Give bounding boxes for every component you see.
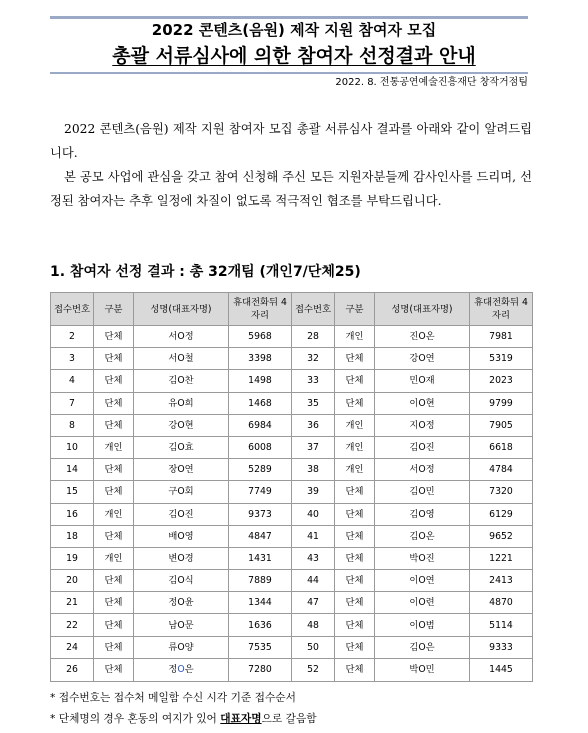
table-cell: 서O정 [134,326,229,348]
table-cell: 50 [292,636,335,658]
table-cell: 38 [292,459,335,481]
table-row [51,592,533,614]
table-cell: 남O문 [134,614,229,636]
table-cell: 강O현 [134,414,229,436]
table-cell: 단체 [94,370,134,392]
table-cell: 민O재 [375,370,470,392]
table-cell: 단체 [94,592,134,614]
table-cell: 김O진 [134,503,229,525]
subtitle-text: 총괄 서류심사에 의한 참여자 선정결과 안내 [112,45,476,67]
table-cell: 단체 [94,459,134,481]
table-row [51,658,533,681]
table-row [51,614,533,636]
table-cell: 단체 [94,658,134,681]
footnote-2-suffix: 으로 갈음함 [261,712,317,725]
table-cell: 서O철 [134,348,229,370]
table-cell: 김O효 [134,436,229,458]
intro-paragraph-1: 2022 콘텐츠(음원) 제작 지원 참여자 모집 총괄 서류심사 결과를 아래와 같이 알려드립니다. [50,122,532,160]
table-cell: 5114 [470,614,533,636]
document-title: 2022 콘텐츠(음원) 제작 지원 참여자 모집 [151,21,437,39]
table-cell: 김O식 [134,570,229,592]
table-cell: 9333 [470,636,533,658]
table-cell: 1431 [229,547,292,569]
table-cell: 7320 [470,481,533,503]
table-cell: 1344 [229,592,292,614]
table-cell: 32 [292,348,335,370]
table-cell: 개인 [335,414,375,436]
intro-paragraph-2: 본 공모 사업에 관심을 갖고 참여 신청해 주신 모든 지원자분들께 감사인사를 드리며, 선정된 참여자는 추후 일정에 차질이 없도록 적극적인 협조를 부탁드립니다. [50,170,532,208]
table-row [51,370,533,392]
table-cell: 21 [51,592,94,614]
table-cell: 20 [51,570,94,592]
table-cell: 단체 [335,570,375,592]
table-cell: 9652 [470,525,533,547]
column-header: 구분 [335,293,375,326]
table-cell: 6618 [470,436,533,458]
table-cell: 15 [51,481,94,503]
table-cell: 정O윤 [134,592,229,614]
table-cell: 52 [292,658,335,681]
table-row [51,326,533,348]
table-cell: 구O회 [134,481,229,503]
table-cell: 19 [51,547,94,569]
table-cell: 단체 [94,570,134,592]
table-cell: 단체 [94,326,134,348]
table-cell: 단체 [94,481,134,503]
table-cell: 4847 [229,525,292,547]
table-cell: 7535 [229,636,292,658]
table-cell: 33 [292,370,335,392]
table-row [51,414,533,436]
table-cell: 2 [51,326,94,348]
table-cell: 단체 [94,636,134,658]
table-cell: 이O연 [375,570,470,592]
table-cell: 2413 [470,570,533,592]
table-cell: 22 [51,614,94,636]
table-cell: 28 [292,326,335,348]
column-header: 휴대전화뒤 4자리 [229,293,292,326]
table-cell: 단체 [335,503,375,525]
table-cell: 단체 [335,547,375,569]
title-rule [50,72,528,74]
table-cell: 6129 [470,503,533,525]
name-prefix: 정 [168,664,178,676]
table-header-row [51,293,533,326]
table-cell: 장O연 [134,459,229,481]
top-rule [50,16,528,19]
selection-table [50,292,533,682]
table-cell: 47 [292,592,335,614]
document-subtitle [0,44,588,68]
table-cell: 1221 [470,547,533,569]
column-header: 구분 [94,293,134,326]
table-cell: 단체 [335,525,375,547]
table-row [51,503,533,525]
table-cell: 6984 [229,414,292,436]
table-cell: 박O민 [375,658,470,681]
table-cell: 이O범 [375,614,470,636]
table-cell: 개인 [335,436,375,458]
table-row [51,436,533,458]
table-cell: 37 [292,436,335,458]
table-cell: 39 [292,481,335,503]
table-cell: 단체 [335,348,375,370]
table-cell: 서O정 [375,459,470,481]
table-cell: 18 [51,525,94,547]
table-cell: 6008 [229,436,292,458]
table-cell: 14 [51,459,94,481]
issuer-line: 2022. 8. 전통공연예술진흥재단 창작거점팀 [335,77,528,88]
table-cell: 김O민 [375,481,470,503]
table-row [51,481,533,503]
table-cell: 강O연 [375,348,470,370]
column-header: 성명(대표자명) [134,293,229,326]
table-cell: 지O정 [375,414,470,436]
table-cell: 유O희 [134,392,229,414]
table-cell: 김O영 [375,503,470,525]
table-row [51,459,533,481]
table-cell: 단체 [335,636,375,658]
table-cell: 41 [292,525,335,547]
table-cell: 5289 [229,459,292,481]
table-cell: 43 [292,547,335,569]
table-cell: 4 [51,370,94,392]
table-cell: 35 [292,392,335,414]
table-cell: 단체 [94,525,134,547]
table-cell: 36 [292,414,335,436]
footnote-1: * 접수번호는 접수처 메일함 수신 시각 기준 접수순서 [50,691,296,704]
table-cell: 9799 [470,392,533,414]
table-row [51,570,533,592]
intro-text [50,117,532,213]
table-cell: 1636 [229,614,292,636]
table-cell: 단체 [335,370,375,392]
footnote-2 [50,712,317,726]
table-cell: 24 [51,636,94,658]
table-cell: 변O경 [134,547,229,569]
table-cell: 김O은 [375,636,470,658]
table-cell: 김O진 [375,436,470,458]
table-cell: 16 [51,503,94,525]
table-row [51,547,533,569]
column-header: 접수번호 [51,293,94,326]
footnote-2-emphasis: 대표자명 [220,712,262,725]
table-cell: 7905 [470,414,533,436]
footnote-2-prefix: * 단체명의 경우 혼동의 여지가 있어 [50,712,221,725]
table-cell: 5968 [229,326,292,348]
table-cell: 류O양 [134,636,229,658]
table-cell: 26 [51,658,94,681]
section-heading: 1. 참여자 선정 결과 : 총 32개팀 (개인7/단체25) [50,264,361,280]
table-cell: 개인 [94,547,134,569]
table-cell: 1445 [470,658,533,681]
table-cell: 5319 [470,348,533,370]
table-cell: 48 [292,614,335,636]
table-row [51,392,533,414]
table-cell: 단체 [94,414,134,436]
column-header: 휴대전화뒤 4자리 [470,293,533,326]
table-cell: 김O찬 [134,370,229,392]
name-suffix: 은 [184,664,194,676]
table-cell: 단체 [94,392,134,414]
table-cell: 9373 [229,503,292,525]
table-cell: 2023 [470,370,533,392]
table-cell: 8 [51,414,94,436]
table-cell: 10 [51,436,94,458]
table-cell: 단체 [94,614,134,636]
table-cell: 4784 [470,459,533,481]
table-cell: 개인 [335,326,375,348]
table-cell: 1468 [229,392,292,414]
table-cell [134,658,229,681]
table-body [51,326,533,682]
table-cell: 3398 [229,348,292,370]
table-cell: 4870 [470,592,533,614]
table-cell: 개인 [335,459,375,481]
table-cell: 단체 [335,592,375,614]
table-row [51,636,533,658]
table-cell: 단체 [335,481,375,503]
masked-char: O [177,664,185,676]
table-cell: 단체 [335,658,375,681]
table-cell: 7 [51,392,94,414]
column-header: 접수번호 [292,293,335,326]
table-cell: 44 [292,570,335,592]
table-cell: 단체 [94,348,134,370]
table-cell: 7981 [470,326,533,348]
table-cell: 단체 [335,392,375,414]
table-cell: 7280 [229,658,292,681]
table-cell: 1498 [229,370,292,392]
table-cell: 배O영 [134,525,229,547]
table-cell: 개인 [94,503,134,525]
table-cell: 7749 [229,481,292,503]
table-cell: 3 [51,348,94,370]
table-row [51,525,533,547]
table-cell: 7889 [229,570,292,592]
table-cell: 개인 [94,436,134,458]
table-cell: 진O온 [375,326,470,348]
table-cell: 이O련 [375,592,470,614]
table-cell: 박O진 [375,547,470,569]
table-cell: 단체 [335,614,375,636]
column-header: 성명(대표자명) [375,293,470,326]
table-cell: 40 [292,503,335,525]
table-cell: 김O온 [375,525,470,547]
table-cell: 이O현 [375,392,470,414]
table-row [51,348,533,370]
